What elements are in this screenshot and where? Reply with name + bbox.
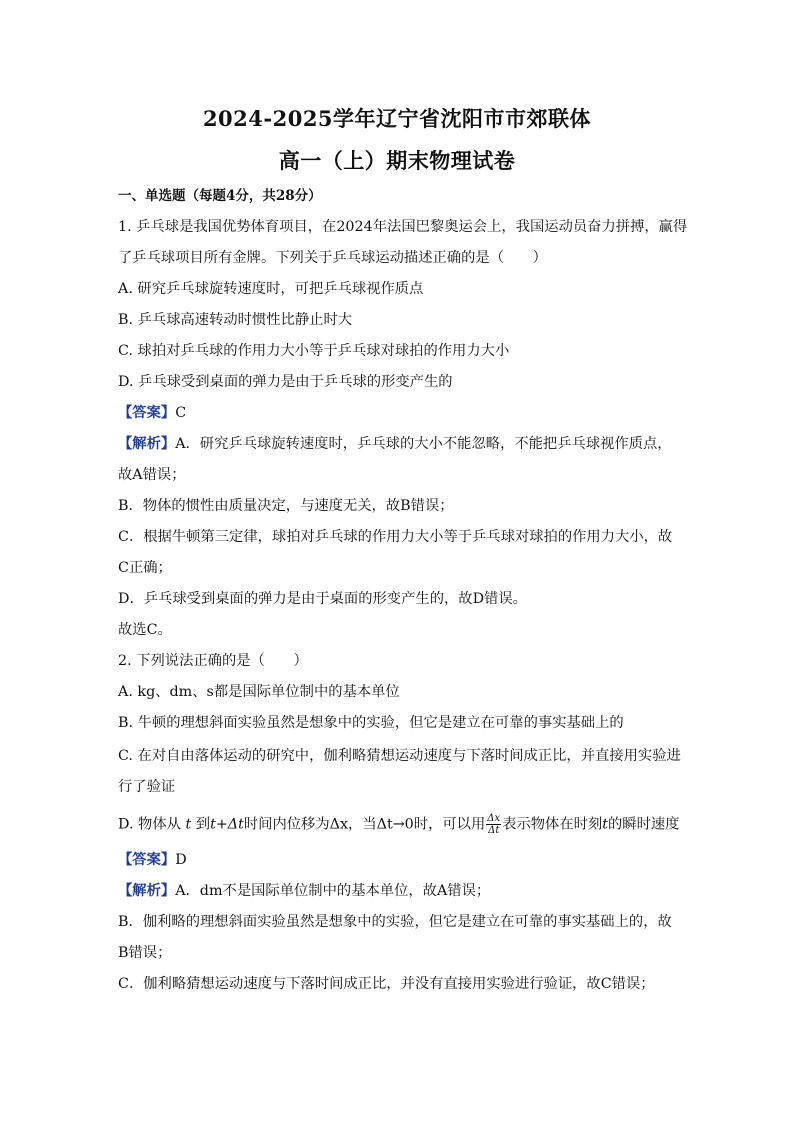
fraction-numerator: Δx xyxy=(487,813,501,824)
q2-option-d-text1: D. 物体从 xyxy=(118,816,181,833)
fraction-dx-dt xyxy=(486,813,501,836)
q2-option-d-var-t-dt: t+Δt xyxy=(210,816,244,833)
answer-value: C xyxy=(175,405,187,421)
q1-analysis-d: D．乒乓球受到桌面的弹力是由于桌面的形变产生的，故D错误。 xyxy=(118,591,527,607)
exam-title: 2024-2025学年辽宁省沈阳市市郊联体 xyxy=(202,106,592,131)
answer-value: D xyxy=(175,852,187,868)
q2-analysis-b-line2: B错误； xyxy=(118,945,172,961)
q2-option-d-text4: 表示物体在时刻 xyxy=(502,816,603,833)
q1-stem-line2: 了乒乓球项目所有金牌。下列关于乒乓球运动描述正确的是（ ） xyxy=(118,250,547,266)
exam-subtitle: 高一（上）期末物理试卷 xyxy=(278,148,516,173)
q2-analysis-a xyxy=(118,881,688,901)
analysis-tag: 【解析】 xyxy=(118,883,176,899)
answer-tag: 【答案】 xyxy=(118,405,176,421)
q1-analysis-c-line2: C正确； xyxy=(118,560,172,576)
q2-option-c-line1: C. 在对自由落体运动的研究中，伽利略猜想运动速度与下落时间成正比，并直接用实验进 xyxy=(118,748,681,764)
q1-analysis-a-line1 xyxy=(118,434,688,454)
q1-analysis-c-line1: C．根据牛顿第三定律，球拍对乒乓球的作用力大小等于乒乓球对球拍的作用力大小，故 xyxy=(118,529,673,545)
q2-analysis-c: C．伽利略猜想运动速度与下落时间成正比，并没有直接用实验进行验证，故C错误； xyxy=(118,976,655,992)
analysis-text: A．研究乒乓球旋转速度时，乒乓球的大小不能忽略，不能把乒乓球视作质点， xyxy=(175,436,672,452)
q1-answer xyxy=(118,403,688,423)
q2-option-d-text5: 的瞬时速度 xyxy=(607,816,680,833)
q1-stem-line1: 1. 乒乓球是我国优势体育项目，在2024年法国巴黎奥运会上，我国运动员奋力拼搏，赢得 xyxy=(118,219,688,235)
q2-option-d-text2: 到 xyxy=(195,816,211,833)
q2-option-b: B. 牛顿的理想斜面实验虽然是想象中的实验，但它是建立在可靠的事实基础上的 xyxy=(118,715,624,731)
q1-analysis-b: B．物体的惯性由质量决定，与速度无关，故B错误； xyxy=(118,498,454,514)
section-heading: 一、单选题（每题4分，共28分） xyxy=(118,188,322,204)
answer-tag: 【答案】 xyxy=(118,852,176,868)
q2-option-c-line2: 行了验证 xyxy=(118,779,176,795)
q2-option-d xyxy=(118,813,688,836)
q2-option-d-var-t: t xyxy=(185,816,192,833)
analysis-tag: 【解析】 xyxy=(118,436,176,452)
q1-conclusion: 故选C。 xyxy=(118,622,172,638)
fraction-denominator: Δt xyxy=(488,825,500,836)
q2-option-d-text3: 时间内位移为Δx，当Δt→0时，可以用 xyxy=(243,816,486,833)
q2-answer xyxy=(118,850,688,870)
q2-option-a: A. kg、dm、s都是国际单位制中的基本单位 xyxy=(118,684,400,700)
q1-analysis-a-line2: 故A错误； xyxy=(118,467,186,483)
q1-option-a: A. 研究乒乓球旋转速度时，可把乒乓球视作质点 xyxy=(118,281,424,297)
q2-analysis-b-line1: B．伽利略的理想斜面实验虽然是想象中的实验，但它是建立在可靠的事实基础上的，故 xyxy=(118,914,672,930)
q2-stem: 2. 下列说法正确的是（ ） xyxy=(118,653,308,669)
q2-option-d-var-t2: t xyxy=(602,816,608,833)
q1-option-c: C. 球拍对乒乓球的作用力大小等于乒乓球对球拍的作用力大小 xyxy=(118,343,510,359)
q1-option-b: B. 乒乓球高速转动时惯性比静止时大 xyxy=(118,312,353,328)
analysis-text: A．dm不是国际单位制中的基本单位，故A错误； xyxy=(175,883,491,899)
q1-option-d: D. 乒乓球受到桌面的弹力是由于乒乓球的形变产生的 xyxy=(118,374,453,390)
